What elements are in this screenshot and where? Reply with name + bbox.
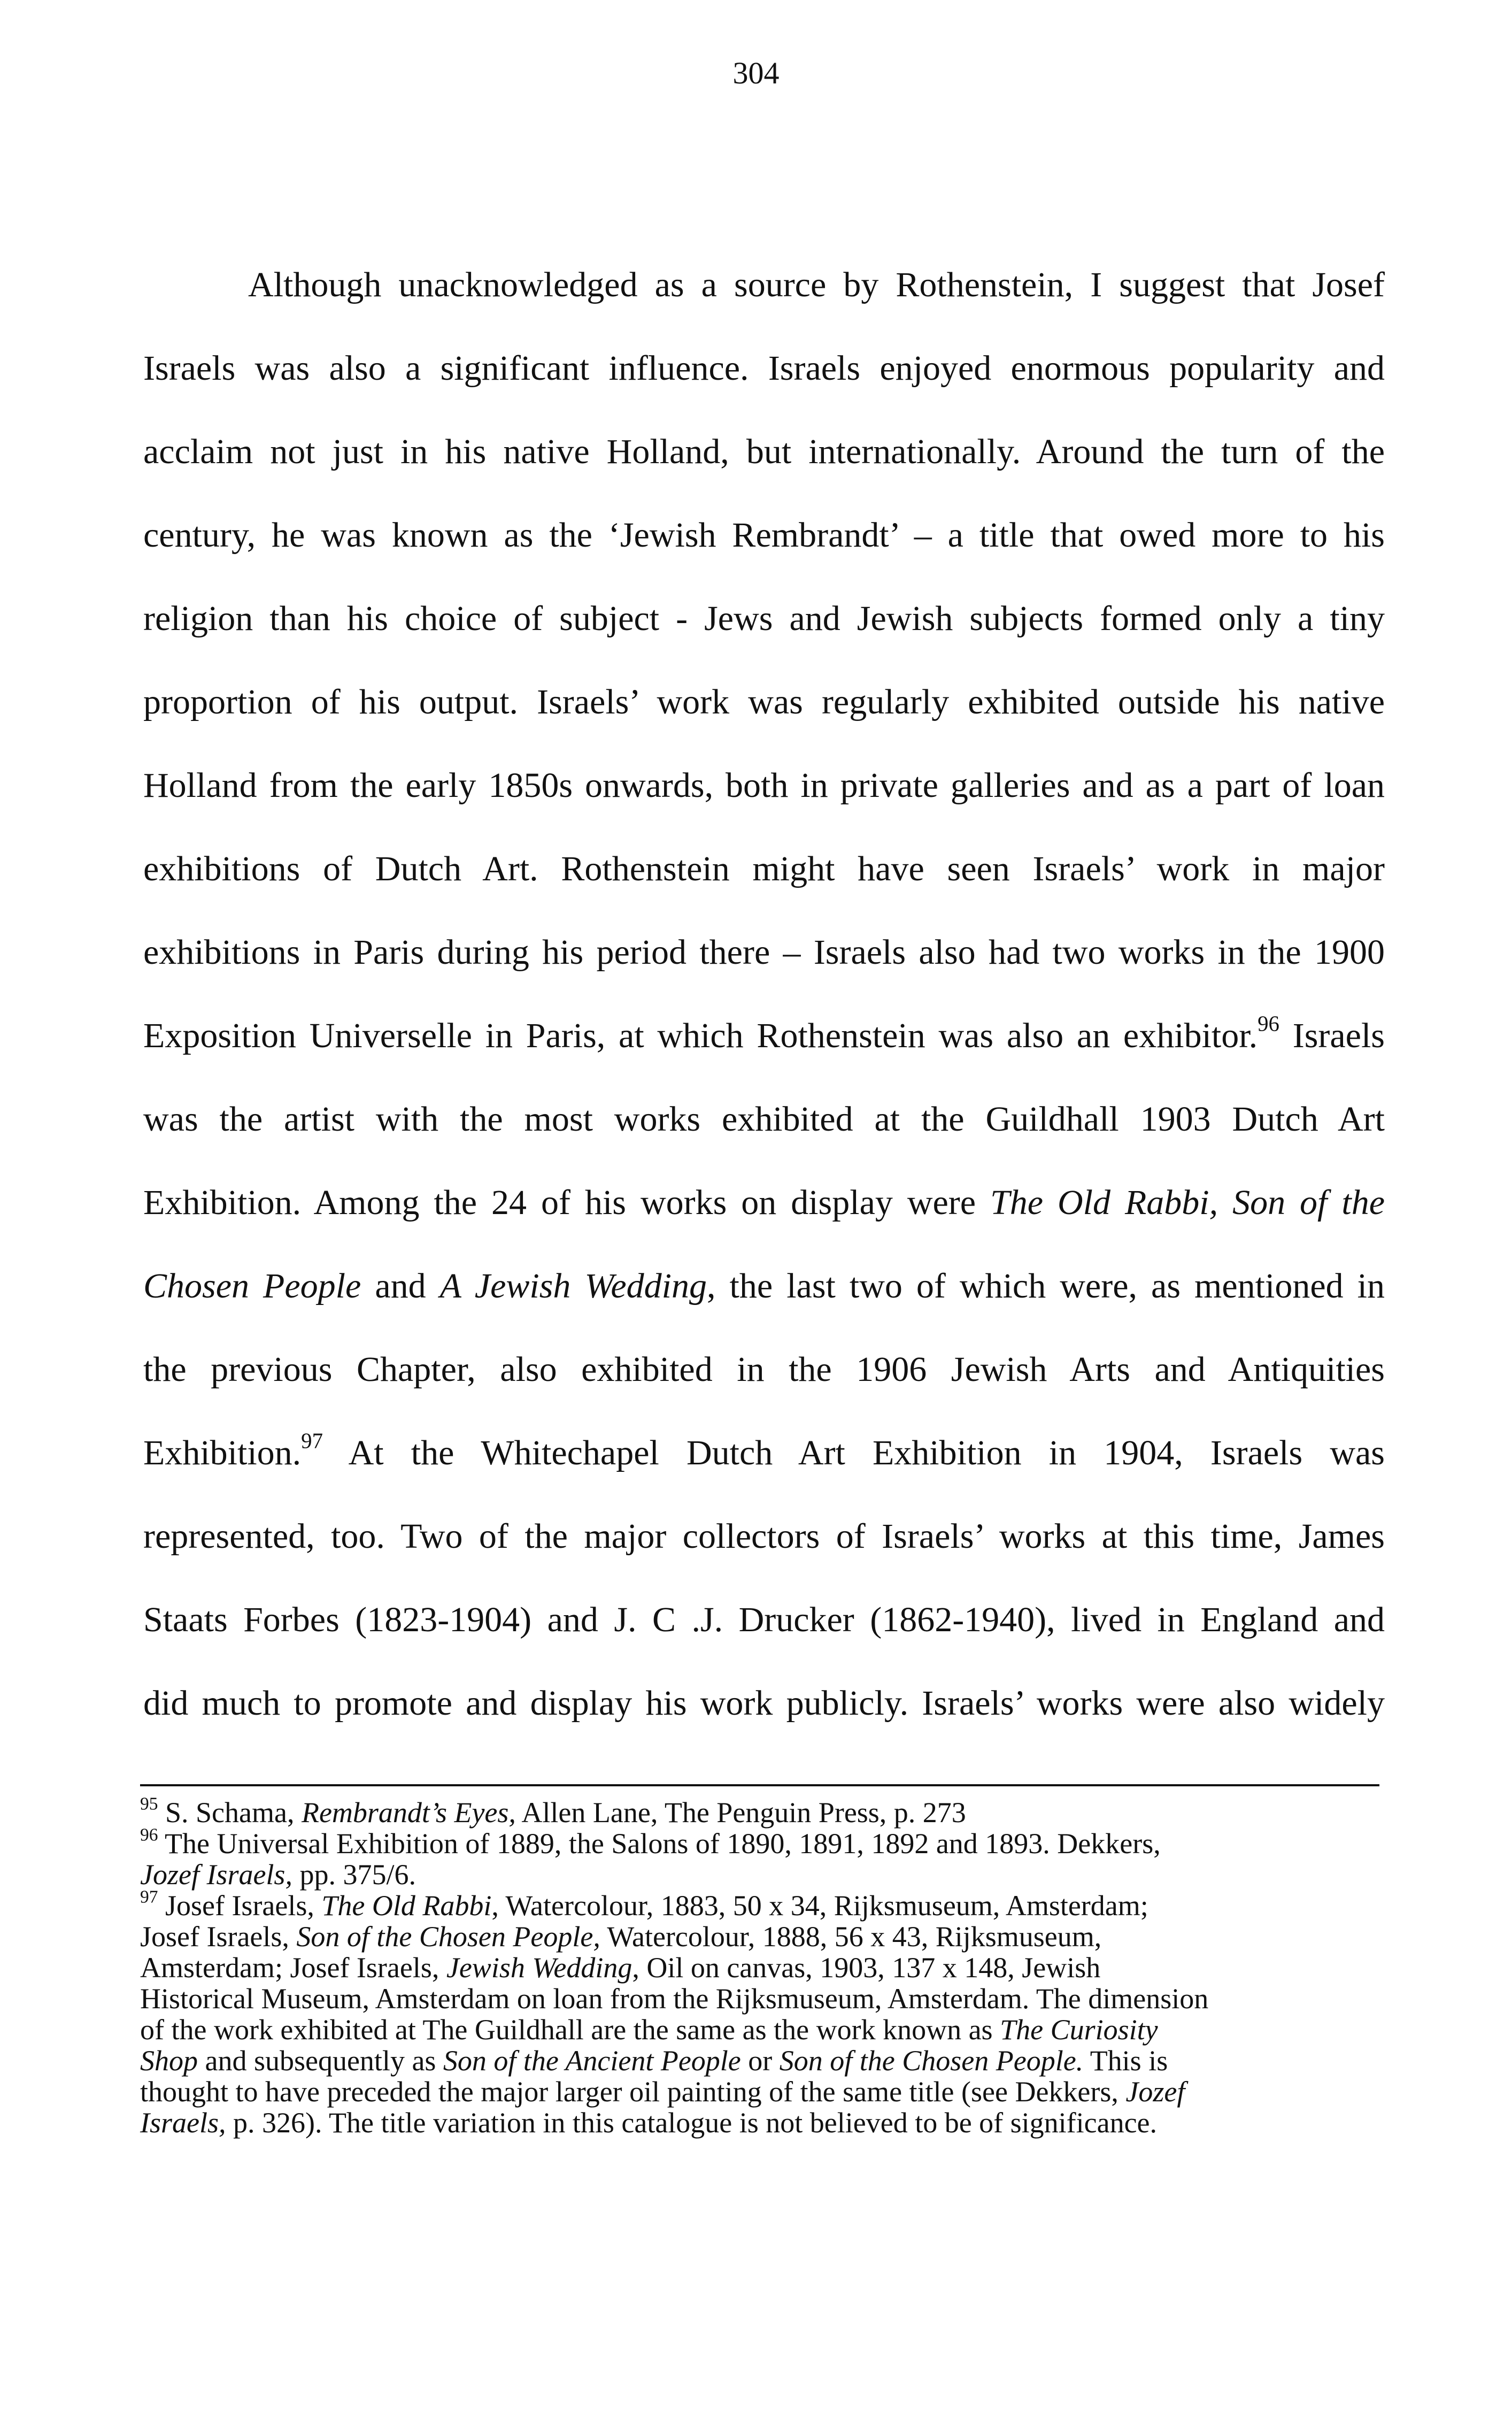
artwork-title: Shop: [140, 2045, 198, 2077]
body-line: Holland from the early 1850s onwards, both in private galleries and as a part of loan: [143, 766, 1385, 805]
text-run: of the work exhibited at The Guildhall are the same as the work known as: [140, 2014, 1000, 2046]
artwork-title: Son of the Chosen People.: [779, 2045, 1084, 2077]
footnote-number: 97: [140, 1887, 158, 1907]
footnote-line: [140, 1825, 1386, 1860]
text-run: The Universal Exhibition of 1889, the Salons of 1890, 1891, 1892 and 1893. Dekkers,: [158, 1828, 1161, 1860]
text-run: and: [361, 1266, 440, 1306]
text-run: This is: [1083, 2045, 1168, 2077]
text-run: thought to have preceded the major larger oil painting of the same title (see Dekkers,: [140, 2076, 1126, 2108]
text-run: pp. 375/6.: [292, 1859, 416, 1891]
artwork-title: Son of the Chosen People,: [296, 1921, 600, 1953]
text-run: Israels: [1279, 1016, 1385, 1055]
body-line: Staats Forbes (1823-1904) and J. C .J. Drucker (1862-1940), lived in England and: [143, 1600, 1385, 1639]
footnote-line: [140, 2107, 1386, 2138]
artwork-title: Jewish Wedding: [446, 1952, 632, 1984]
book-title: Israels,: [140, 2107, 226, 2139]
footnote-line: [140, 1859, 1386, 1890]
artwork-title: The Old Rabbi: [321, 1890, 492, 1922]
book-title: Rembrandt’s Eyes,: [301, 1796, 516, 1829]
footnote-line: [140, 1921, 1386, 1952]
footnote-95: [140, 1794, 1386, 1829]
body-line: [143, 1245, 1385, 1328]
body-line: represented, too. Two of the major collectors of Israels’ works at this time, James: [143, 1517, 1385, 1556]
text-run: S. Schama,: [158, 1796, 302, 1829]
text-run: , the last two of which were, as mentioned in: [707, 1266, 1385, 1306]
book-title: Jozef Israels,: [140, 1859, 292, 1891]
footnote-line: [140, 2045, 1386, 2076]
footnote-96: [140, 1825, 1386, 1891]
body-line: exhibitions of Dutch Art. Rothenstein might have seen Israels’ work in major: [143, 849, 1385, 888]
body-line: century, he was known as the ‘Jewish Rembrandt’ – a title that owed more to his: [143, 516, 1385, 555]
body-line: Israels was also a significant influence. Israels enjoyed enormous popularity and: [143, 349, 1385, 388]
body-line: [143, 994, 1385, 1078]
footnote-number: 96: [140, 1825, 158, 1845]
footnote-97: [140, 1887, 1386, 2139]
text-run: Exposition Universelle in Paris, at which Rothenstein was also an exhibitor.: [143, 1016, 1258, 1055]
book-title: Jozef: [1125, 2076, 1185, 2108]
body-line: [143, 1411, 1385, 1495]
body-line: exhibitions in Paris during his period there – Israels also had two works in the 1900: [143, 933, 1385, 972]
text-run: , Oil on canvas, 1903, 137 x 148, Jewish: [632, 1952, 1101, 1984]
footnote-ref-96[interactable]: 96: [1258, 1011, 1279, 1036]
footnote-line: [140, 2076, 1386, 2107]
body-line: Although unacknowledged as a source by Rothenstein, I suggest that Josef: [248, 265, 1385, 304]
footnotes: [140, 1794, 1386, 2139]
text-run: Exhibition.: [143, 1433, 302, 1472]
text-run: or: [740, 2045, 780, 2077]
footnote-line: [140, 1794, 1386, 1829]
text-run: Allen Lane, The Penguin Press, p. 273: [515, 1796, 966, 1829]
text-run: Exhibition. Among the 24 of his works on display were: [143, 1183, 991, 1222]
artwork-title: A Jewish Wedding: [439, 1266, 707, 1306]
text-run: At the Whitechapel Dutch Art Exhibition in 1904, Israels was: [323, 1433, 1385, 1472]
body-line: proportion of his output. Israels’ work was regularly exhibited outside his native: [143, 682, 1385, 721]
body-line: was the artist with the most works exhibited at the Guildhall 1903 Dutch Art: [143, 1100, 1385, 1139]
text-run: p. 326). The title variation in this catalogue is not believed to be of significance.: [226, 2107, 1158, 2139]
footnote-number: 95: [140, 1794, 158, 1814]
text-run: Josef Israels,: [158, 1890, 322, 1922]
artwork-title: Son of the Ancient People: [443, 2045, 741, 2077]
footnote-line: Historical Museum, Amsterdam on loan from the Rijksmuseum, Amsterdam. The dimension: [140, 1983, 1209, 2015]
artwork-title: Chosen People: [143, 1266, 361, 1306]
text-run: Watercolour, 1888, 56 x 43, Rijksmuseum,: [600, 1921, 1102, 1953]
artwork-title: The Curiosity: [1000, 2014, 1158, 2046]
body-line: religion than his choice of subject - Jews and Jewish subjects formed only a tiny: [143, 599, 1385, 638]
body-line: the previous Chapter, also exhibited in the 1906 Jewish Arts and Antiquities: [143, 1350, 1385, 1389]
footnote-line: [140, 1887, 1386, 1922]
footnote-divider: [140, 1784, 1379, 1786]
text-run: Amsterdam; Josef Israels,: [140, 1952, 446, 1984]
body-paragraph: [143, 243, 1385, 1745]
text-run: and subsequently as: [198, 2045, 443, 2077]
text-run: , Watercolour, 1883, 50 x 34, Rijksmuseum, Amsterdam;: [491, 1890, 1148, 1922]
artwork-title: The Old Rabbi, Son of the: [990, 1183, 1385, 1222]
body-line: [143, 1161, 1385, 1245]
footnote-line: [140, 2014, 1386, 2045]
body-line: did much to promote and display his work publicly. Israels’ works were also widely: [143, 1684, 1385, 1723]
text-run: Josef Israels,: [140, 1921, 297, 1953]
body-line: acclaim not just in his native Holland, but internationally. Around the turn of the: [143, 432, 1385, 471]
page-number: 304: [732, 56, 780, 90]
footnote-ref-97[interactable]: 97: [301, 1429, 323, 1453]
footnote-line: [140, 1952, 1386, 1983]
